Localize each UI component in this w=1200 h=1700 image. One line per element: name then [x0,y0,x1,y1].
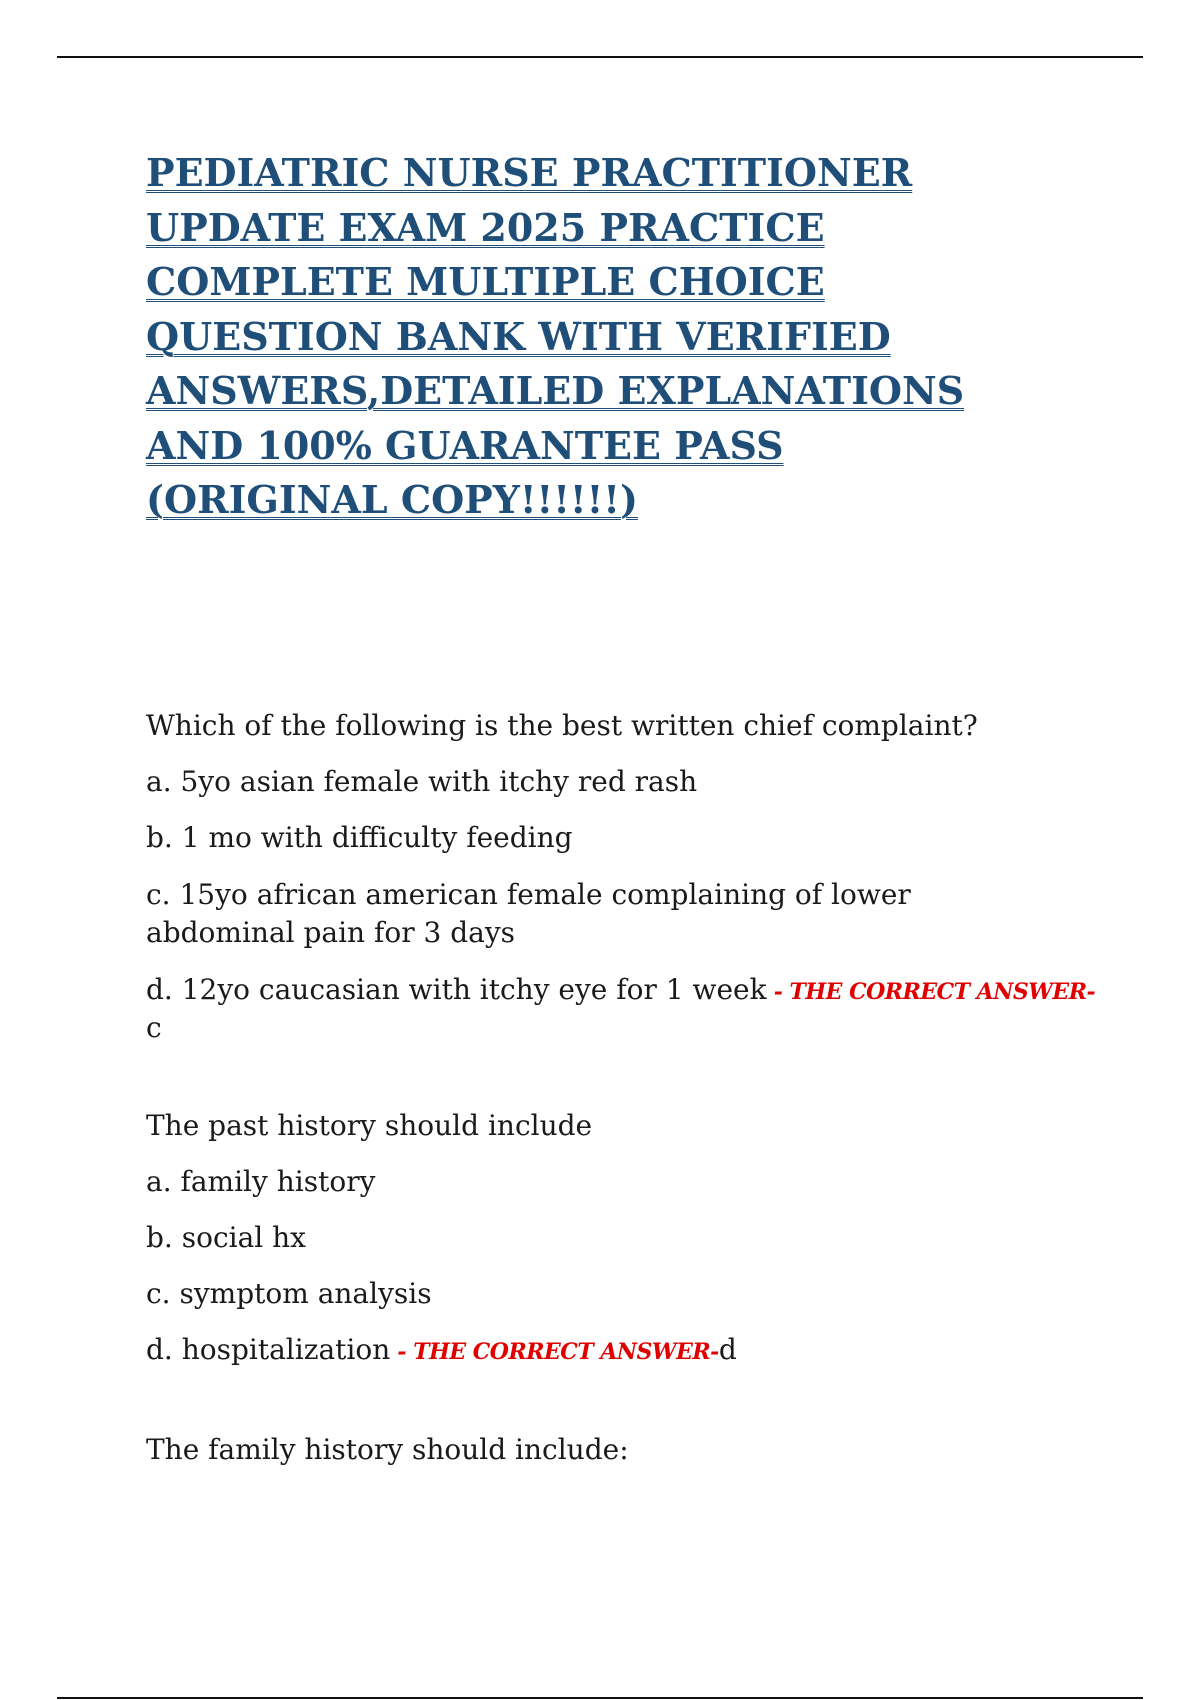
answer-option: c. 15yo african american female complaining of lower abdominal pain for 3 days [146,877,911,949]
answer-option-with-answer [146,1332,1106,1370]
page-content [146,146,1106,1530]
question-prompt: Which of the following is the best written chief complaint? [146,708,978,742]
question-block [146,1108,1106,1370]
top-rule [57,56,1143,58]
bottom-rule [57,1697,1143,1699]
answer-option: a. family history [146,1164,376,1198]
answer-option: c. symptom analysis [146,1276,432,1310]
answer-option: a. 5yo asian female with itchy red rash [146,764,698,798]
correct-answer-value: c [146,1010,162,1044]
question-prompt: The past history should include [146,1108,593,1142]
correct-answer-value: d [718,1332,737,1366]
answer-option-text: d. hospitalization [146,1332,391,1366]
question-list [146,708,1106,1468]
document-title: PEDIATRIC NURSE PRACTITIONER UPDATE EXAM 2025 PRACTICE COMPLETE MULTIPLE CHOICE QUESTION BANK WITH VERIFIED ANSWERS,DETAILED EXPLANATIONS AND 100% GUARANTEE PASS (ORIGINAL COPY!!!!!!) [146,150,965,522]
correct-answer-label: - THE CORRECT ANSWER- [390,1338,719,1365]
correct-answer-label: - THE CORRECT ANSWER- [766,978,1096,1005]
question-block [146,708,1106,1046]
question-block [146,1432,1106,1468]
answer-option: b. social hx [146,1220,306,1254]
question-prompt: The family history should include: [146,1432,629,1466]
answer-option-with-answer [146,972,1106,1046]
answer-option-text: d. 12yo caucasian with itchy eye for 1 week [146,972,767,1006]
answer-option: b. 1 mo with difficulty feeding [146,820,573,854]
